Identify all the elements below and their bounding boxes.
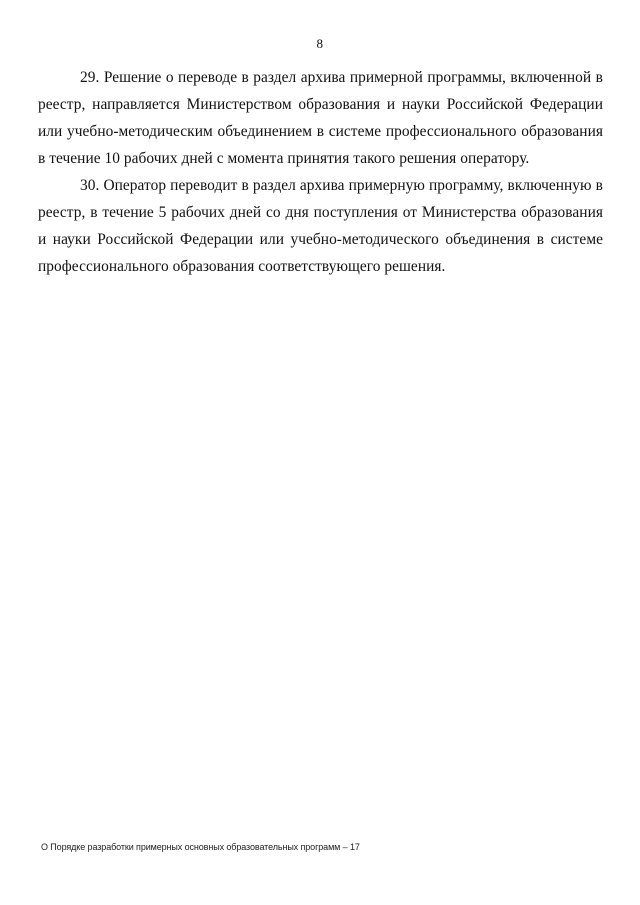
document-body	[38, 64, 603, 280]
document-footer: О Порядке разработки примерных основных образовательных программ – 17	[41, 842, 360, 852]
page-number: 8	[316, 36, 324, 51]
paragraph-29: 29. Решение о переводе в раздел архива примерной программы, включенной в реестр, направляется Министерством образования и науки Российской Федерации или учебно-методическим объединением в системе профессионального образования в течение 10 рабочих дней с момента принятия такого решения оператору.	[38, 69, 603, 167]
paragraph-30: 30. Оператор переводит в раздел архива примерную программу, включенную в реестр, в течение 5 рабочих дней со дня поступления от Министерства образования и науки Российской Федерации или учебно-методического объединения в системе профессионального образования соответствующего решения.	[38, 177, 603, 275]
